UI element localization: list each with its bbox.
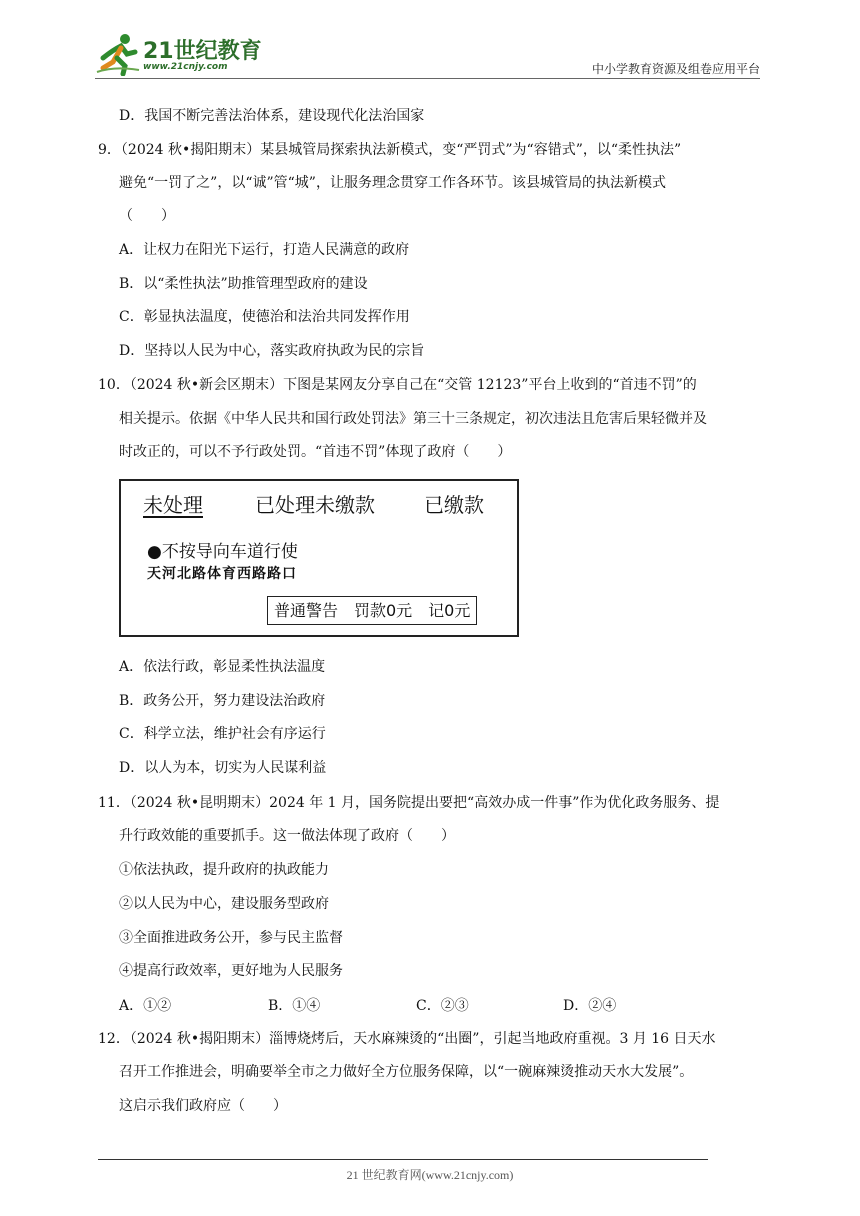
- logo-url: www.21cnjy.com: [143, 62, 228, 72]
- q11-choice-c: C．②③: [416, 998, 469, 1014]
- violation-item: ●不按导向车道行使: [147, 542, 298, 562]
- platform-name: 中小学教育资源及组卷应用平台: [591, 62, 760, 76]
- q9-option-d: D．坚持以人民为中心，落实政府执政为民的宗旨: [119, 343, 425, 359]
- runner-logo-icon: [95, 32, 141, 76]
- q9-answer-blank: （ ）: [119, 208, 175, 224]
- q10-stem-line1: 10．（2024 秋•新会区期末）下图是某网友分享自己在“交管 12123”平台上收到的“首违不罚”的: [98, 377, 697, 393]
- tab-unprocessed: 未处理: [143, 493, 203, 517]
- page-footer[interactable]: 21 世纪教育网(www.21cnjy.com): [346, 1168, 514, 1182]
- site-logo[interactable]: [95, 32, 265, 78]
- q9-option-c: C．彰显执法温度，使德治和法治共同发挥作用: [119, 309, 410, 325]
- q10-option-b: B．政务公开，努力建设法治政府: [119, 693, 326, 709]
- q11-choice-b: B．①④: [268, 998, 321, 1014]
- q10-option-d: D．以人为本，切实为人民谋利益: [119, 760, 327, 776]
- q10-option-a: A．依法行政，彰显柔性执法温度: [119, 659, 326, 675]
- q8-option-d: D．我国不断完善法治体系，建设现代化法治国家: [119, 108, 425, 124]
- q11-statement-2: ②以人民为中心，建设服务型政府: [119, 896, 329, 912]
- q11-statement-1: ①依法执政，提升政府的执政能力: [119, 862, 329, 878]
- q10-stem-line2: 相关提示。依据《中华人民共和国行政处罚法》第三十三条规定，初次违法且危害后果轻微并及: [119, 411, 707, 427]
- header-divider: [95, 78, 760, 79]
- q9-option-b: B．以“柔性执法”助推管理型政府的建设: [119, 276, 368, 292]
- q11-stem-line1: 11．（2024 秋•昆明期末）2024 年 1 月，国务院提出要把“高效办成一件事”作为优化政务服务、提: [98, 795, 720, 811]
- q11-statement-4: ④提高行政效率，更好地为人民服务: [119, 963, 343, 979]
- q12-stem-line3: 这启示我们政府应（ ）: [119, 1098, 287, 1114]
- q11-stem-line2: 升行政效能的重要抓手。这一做法体现了政府（ ）: [119, 828, 455, 844]
- tab-processed-unpaid: 已处理未缴款: [255, 493, 375, 517]
- q11-choice-d: D．②④: [563, 998, 617, 1014]
- q10-option-c: C．科学立法，维护社会有序运行: [119, 726, 326, 742]
- logo-text: 21世纪教育: [143, 39, 262, 64]
- q12-stem-line2: 召开工作推进会，明确要举全市之力做好全方位服务保障，以“一碗麻辣烫推动天水大发展”。: [119, 1064, 694, 1080]
- q11-choice-a: A．①②: [119, 998, 172, 1014]
- q10-stem-line3: 时改正的，可以不予行政处罚。“首违不罚”体现了政府（ ）: [119, 444, 512, 460]
- q9-stem-line2: 避免“一罚了之”，以“诚”管“城”，让服务理念贯穿工作各环节。该县城管局的执法新模式: [119, 175, 666, 191]
- page-header: [95, 30, 760, 80]
- footer-divider: [98, 1159, 708, 1160]
- q9-stem-line1: 9．（2024 秋•揭阳期末）某县城管局探索执法新模式，变“严罚式”为“容错式”，以“柔性执法”: [98, 142, 682, 158]
- penalty-box: 普通警告 罚款0元 记0元: [267, 596, 477, 625]
- traffic-violation-screenshot: [119, 479, 519, 637]
- q11-statement-3: ③全面推进政务公开，参与民主监督: [119, 930, 343, 946]
- violation-location: 天河北路体育西路路口: [147, 566, 297, 582]
- tab-paid: 已缴款: [424, 493, 484, 517]
- q12-stem-line1: 12．（2024 秋•揭阳期末）淄博烧烤后，天水麻辣烫的“出圈”，引起当地政府重视。3 月 16 日天水: [98, 1031, 716, 1047]
- q9-option-a: A．让权力在阳光下运行，打造人民满意的政府: [119, 242, 410, 258]
